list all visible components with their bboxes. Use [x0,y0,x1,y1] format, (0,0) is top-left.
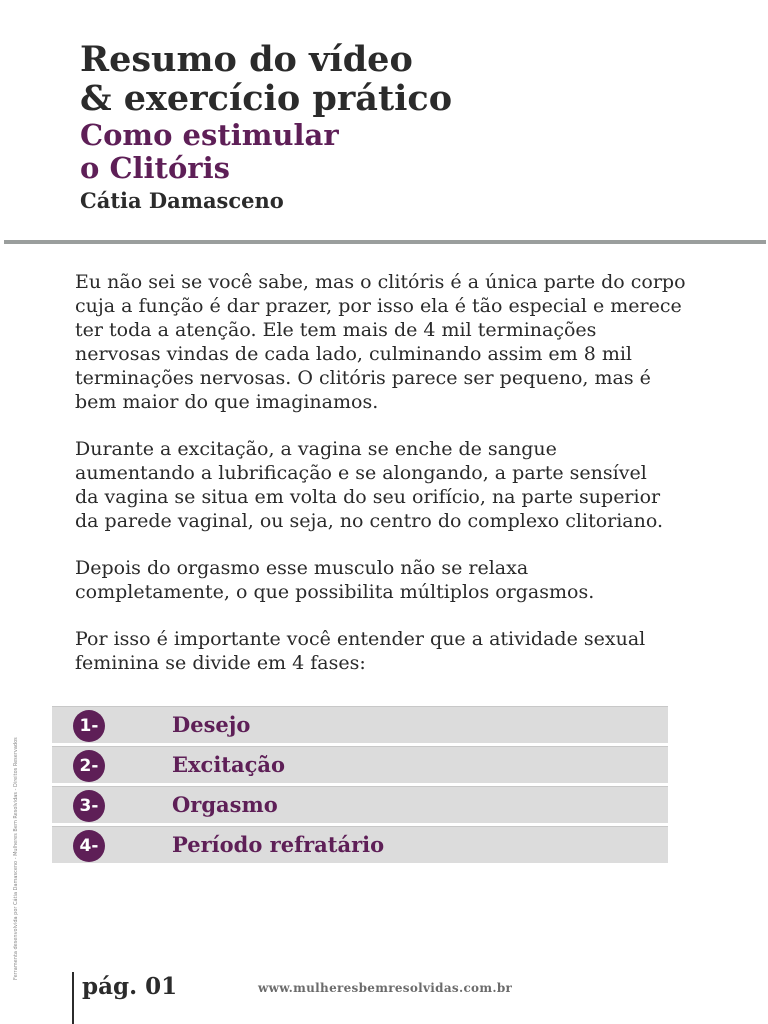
phase-item [52,786,668,823]
body-text [75,270,705,698]
phase-label: Excitação [172,752,285,777]
header-divider [4,240,766,244]
phase-number-badge: 4- [73,830,105,862]
phase-item [52,746,668,783]
phase-label: Desejo [172,712,251,737]
paragraph-4: Por isso é importante você entender que a atividade sexual feminina se divide em 4 fases: [75,628,646,674]
author-name: Cátia Damasceno [80,188,284,213]
page-subtitle [80,119,680,185]
phase-label: Orgasmo [172,792,278,817]
footer-url: www.mulheresbemresolvidas.com.br [258,981,513,995]
title-line-2: & exercício prático [80,78,453,119]
phase-item [52,706,668,743]
footer-divider [72,972,74,1024]
page-number: pág. 01 [82,973,178,1000]
phase-number-badge: 2- [73,750,105,782]
copyright-side-note: Ferramenta desenvolvida por Cátia Damasceno - Mulheres Bem Resolvidas - Direitos Reservados [13,737,19,980]
paragraph-2: Durante a excitação, a vagina se enche de sangue aumentando a lubrificação e se alongando, a parte sensível da vagina se situa em volta do seu orifício, na parte superior da parede vaginal, ou seja, no centro do complexo clitoriano. [75,438,664,532]
phase-item [52,826,668,863]
subtitle-line-2: o Clitóris [80,151,230,185]
phase-number-badge: 3- [73,790,105,822]
phases-list [52,706,668,866]
phase-number-badge: 1- [73,710,105,742]
subtitle-line-1: Como estimular [80,118,339,152]
title-line-1: Resumo do vídeo [80,39,413,80]
page-title [80,40,680,118]
phase-label: Período refratário [172,832,385,857]
paragraph-3: Depois do orgasmo esse musculo não se relaxa completamente, o que possibilita múltiplos orgasmos. [75,557,595,603]
paragraph-1: Eu não sei se você sabe, mas o clitóris é a única parte do corpo cuja a função é dar prazer, por isso ela é tão especial e merece ter toda a atenção. Ele tem mais de 4 mil terminações nervosas vindas de cada lado, culminando assim em 8 mil terminações nervosas. O clitóris parece ser pequeno, mas é bem maior do que imaginamos. [75,271,686,413]
document-header [80,40,680,214]
